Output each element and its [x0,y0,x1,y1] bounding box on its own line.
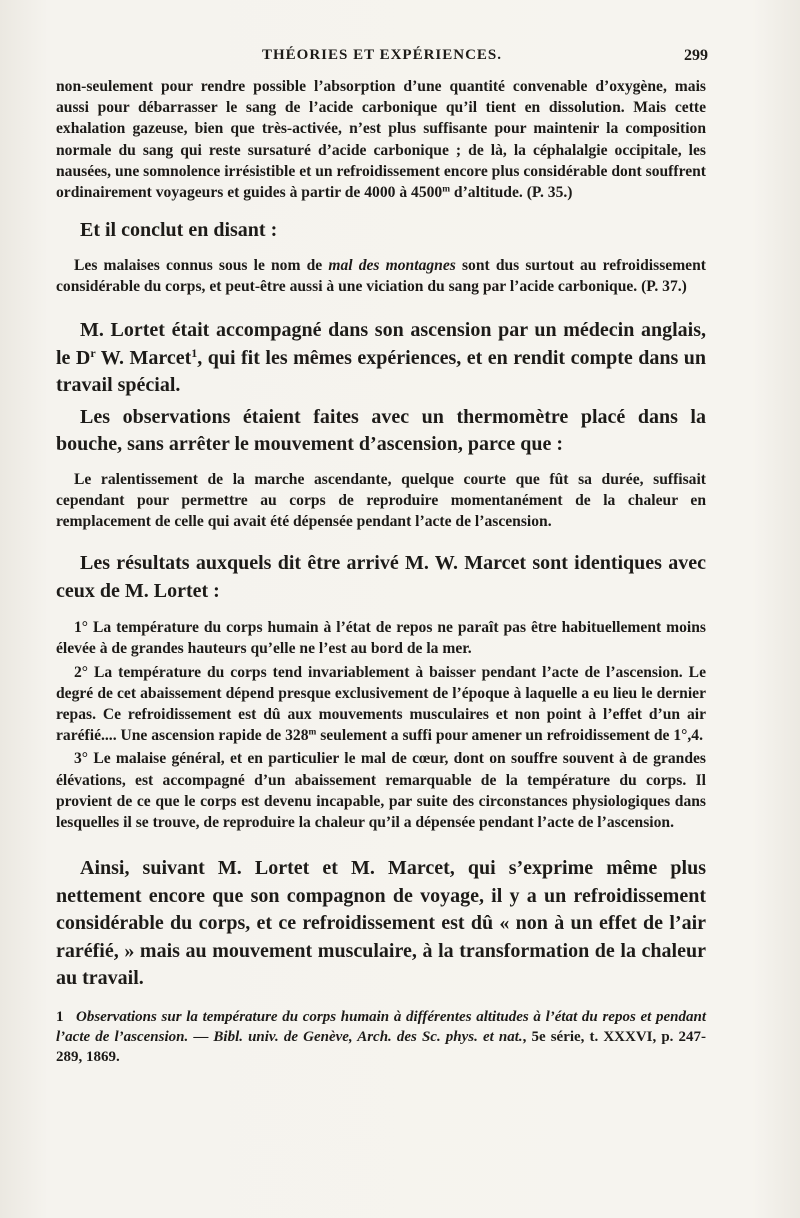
paragraph-conclusion [56,217,706,245]
footnote [56,1007,706,1067]
quote2-text-a: Les malaises connus sous le nom de [74,256,329,274]
paragraph2-superscript-dr: r [90,345,96,360]
running-head: THÉORIES ET EXPÉRIENCES. [261,47,503,63]
paragraph1-text: Et il conclut en disant : [80,219,278,242]
list-item-2 [56,662,706,747]
quote1-end: d’altitude. (P. 35.) [450,184,573,202]
quote2-text-b: sont dus surtout au refroidissement considérable du corps, et peut-être aussi à une viciation du sang par l’acide carbonique. (P. 37.) [56,256,706,295]
footnote-dash: — [188,1028,214,1045]
paragraph-lortet-marcet [56,317,706,400]
list-item-1 [56,617,706,659]
quote3-text: Le ralentissement de la marche ascendante, quelque courte que fût sa durée, suffisait cependant pour permettre au corps de reproduire momentanément de la chaleur en remplacement de celle qui avait été dépensée pendant l’acte de l’ascension. [56,470,706,531]
quote1-text: non-seulement pour rendre possible l’absorption d’une quantité convenable d’oxygène, mais aussi pour débarrasser le sang de l’acide carbonique qu’il tient en dissolution. Mais cette exhalation gazeuse, bien que très-activée, n’est plus suffisante pour maintenir la composition normale du sang qui reste sursaturé d’acide carbonique ; de là, la céphalalgie occipitale, les nausées, une somnolence irrésistible et un refroidissement encore plus considérable dont souffrent ordinairement voyageurs et guides à partir de 4000 à 4500 [56,78,706,202]
paragraph5-text: Ainsi, suivant M. Lortet et M. Marcet, qui s’exprime même plus nettement encore que son compagnon de voyage, il y a un refroidissement considérable du corps, et ce refroidissement est dû « non à un effet de l’air raréfié, » mais au mouvement musculaire, à la transformation de la chaleur au travail. [56,857,706,990]
footnote-source: Bibl. univ. de Genève, Arch. des Sc. phys. et nat. [213,1028,523,1045]
item1-text: 1° La température du corps humain à l’état de repos ne paraît pas être habituellement moins élevée à de grandes hauteurs qu’elle ne l’est au bord de la mer. [56,619,706,658]
quote-ralentissement [56,469,706,533]
footnote-reference: 1 [191,345,198,360]
footnote-number: 1 [56,1008,64,1025]
paragraph-ainsi [56,855,706,993]
quote2-emphasis: mal des montagnes [328,256,456,274]
footnote-title: Observations sur la température du corps humain à différentes altitudes à l’état du repos et pendant l’acte de l’ascension. [56,1008,706,1045]
quote-mal-des-montagnes [56,255,706,297]
paragraph2-text-a: M. Lortet était accompagné dans son ascension par un médecin anglais, le D [56,319,706,369]
page-content [56,76,706,1067]
item2-text-b: seulement a suffi pour amener un refroidissement de 1°,4. [316,727,703,745]
list-item-3 [56,748,706,833]
paragraph3-text: Les observations étaient faites avec un thermomètre placé dans la bouche, sans arrêter le mouvement d’ascension, parce que : [56,405,706,456]
paragraph4-text: Les résultats auxquels dit être arrivé M. W. Marcet sont identiques avec ceux de M. Lortet : [56,552,706,602]
paragraph2-text-c: , qui fit les mêmes expériences, et en rendit compte dans un travail spécial. [56,346,706,397]
item3-text: 3° Le malaise général, et en particulier le mal de cœur, dont on souffre souvent à de grandes élévations, est accompagné d’un abaissement remarquable de la température du corps. Il provient de ce que le corps est devenu incapable, par suite des circonstances physiologiques dans lesquelles il se trouve, de reproduire la chaleur qu’il a dépensée pendant l’acte de l’ascension. [56,750,706,832]
page-header [56,47,708,73]
page-number: 299 [684,47,708,64]
footnote-rest: , 5e série, t. XXXVI, p. 247-289, 1869. [56,1028,707,1065]
item2-superscript: m [308,727,317,738]
quote1-superscript: m [442,184,451,195]
item2-text-a: 2° La température du corps tend invariablement à baisser pendant l’acte de l’ascension. Le degré de cet abaissement dépend presque exclusivement de l’époque à laquelle a eu lieu le dernier repas. Ce refroidissement est dû aux mouvements musculaires et non point à l’effet d’un air raréfié.... Une ascension rapide de 328 [56,663,706,745]
quote-continuation [56,76,706,203]
paragraph-resultats [56,550,706,605]
paragraph-observations [56,404,706,459]
paragraph2-text-b: W. Marcet [95,346,192,369]
